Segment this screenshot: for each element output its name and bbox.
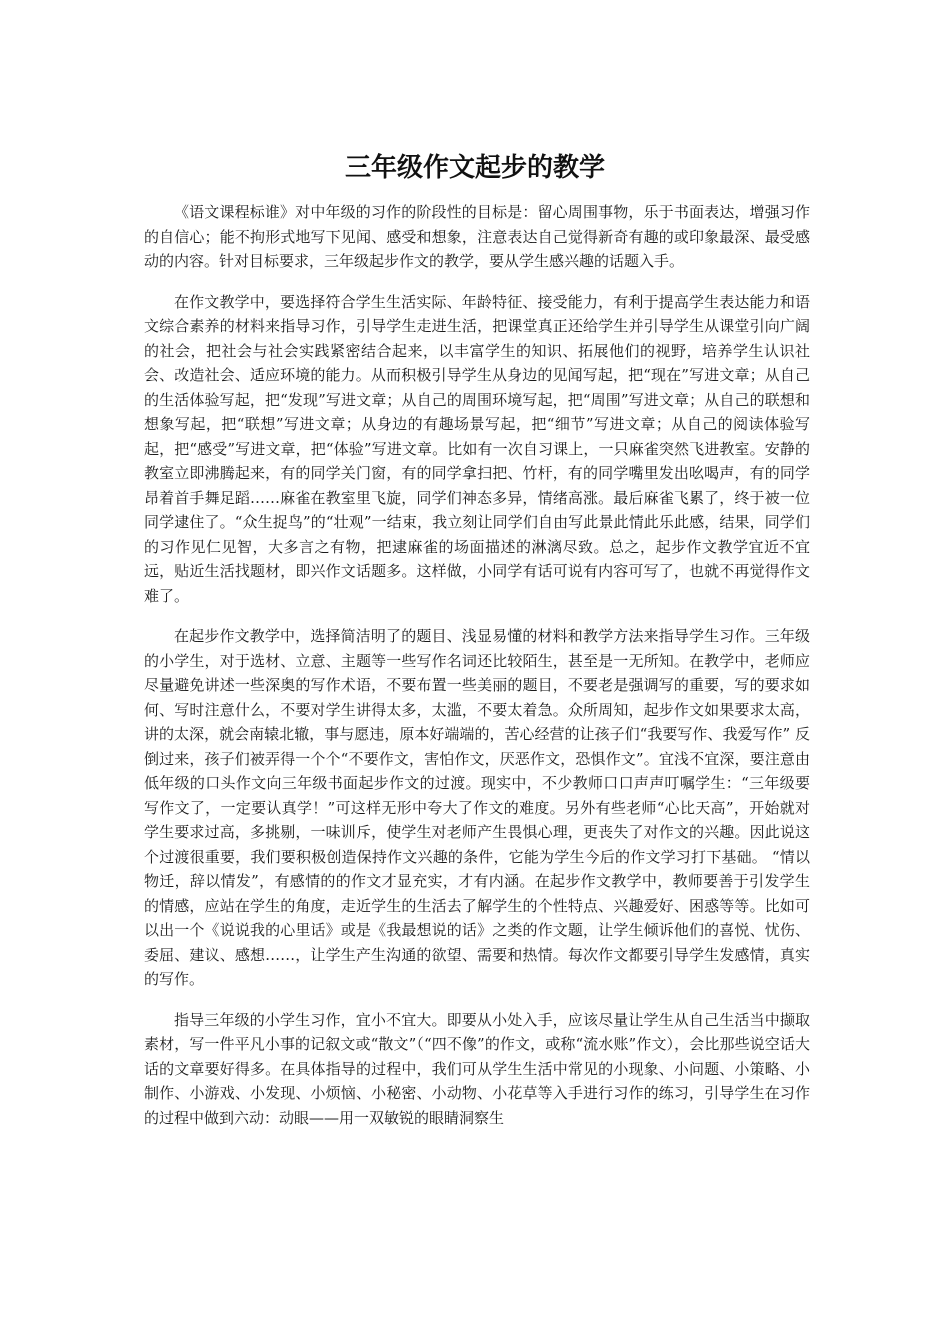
- document-body: [144, 200, 810, 1146]
- paragraph-1: 《语文课程标谁》对中年级的习作的阶段性的目标是：留心周围事物，乐于书面表达，增强习作的自信心；能不拘形式地写下见闻、感受和想象，注意表达自己觉得新奇有趣的或印象最深、最受感动的内容。针对目标要求，三年级起步作文的教学，要从学生感兴趣的话题入手。: [144, 203, 810, 270]
- paragraph-4: 指导三年级的小学生习作，宜小不宜大。即要从小处入手，应该尽量让学生从自己生活当中撷取素材，写一件平凡小事的记叙文或“散文”（“四不像”的作文，或称“流水账”作文），会比那些说空话大话的文章要好得多。在具体指导的过程中，我们可从学生生活中常见的小现象、小问题、小策略、小制作、小游戏、小发现、小烦恼、小秘密、小动物、小花草等入手进行习作的练习，引导学生在习作的过程中做到六动：动眼——用一双敏锐的眼睛洞察生: [144, 1010, 810, 1127]
- paragraph-3: 在起步作文教学中，选择简洁明了的题目、浅显易懂的材料和教学方法来指导学生习作。三年级的小学生，对于选材、立意、主题等一些写作名词还比较陌生，甚至是一无所知。在教学中，老师应尽量避免讲述一些深奥的写作术语，不要布置一些美丽的题目，不要老是强调写的重要，写的要求如何、写时注意什么，不要对学生讲得太多，太滥，不要太着急。众所周知，起步作文如果要求太高，讲的太深，就会南辕北辙，事与愿违，原本好端端的，苦心经营的让孩子们“我要写作、我爱写作” 反倒过来，孩子们被弄得一个个“不要作文，害怕作文，厌恶作文，恐惧作文”。宜浅不宜深，要注意由低年级的口头作文向三年级书面起步作文的过渡。现实中，不少教师口口声声叮嘱学生：“三年级要写作文了，一定要认真学！”可这样无形中夸大了作文的难度。另外有些老师“心比天高”，开始就对学生要求过高，多挑剔，一味训斥，使学生对老师产生畏惧心理，更丧失了对作文的兴趣。因此说这个过渡很重要，我们要积极创造保持作文兴趣的条件，它能为学生今后的作文学习打下基础。 “情以物迁，辞以情发”，有感情的的作文才显充实，才有内涵。在起步作文教学中，教师要善于引发学生的情感，应站在学生的角度，走近学生的生活去了解学生的个性特点、兴趣爱好、困惑等等。比如可以出一个《说说我的心里话》或是《我最想说的话》之类的作文题，让学生倾诉他们的喜悦、忧伤、委屈、建议、感想……，让学生产生沟通的欲望、需要和热情。每次作文都要引导学生发感情，真实的写作。: [144, 627, 810, 988]
- document-title: 三年级作文起步的教学: [344, 153, 605, 183]
- paragraph-2: 在作文教学中，要选择符合学生生活实际、年龄特征、接受能力，有利于提高学生表达能力和语文综合素养的材料来指导习作，引导学生走进生活，把课堂真正还给学生并引导学生从课堂引向广阔的社会，把社会与社会实践紧密结合起来，以丰富学生的知识、拓展他们的视野，培养学生认识社会、改造社会、适应环境的能力。从而积极引导学生从身边的见闻写起，把“现在”写进文章；从自己的生活体验写起，把“发现”写进文章；从自己的周围环境写起，把“周围”写进文章；从自己的联想和想象写起，把“联想”写进文章；从身边的有趣场景写起，把“细节”写进文章；从自己的阅读体验写起，把“感受”写进文章，把“体验”写进文章。比如有一次自习课上，一只麻雀突然飞进教室。安静的教室立即沸腾起来，有的同学关门窗，有的同学拿扫把、竹杆，有的同学嘴里发出吆喝声，有的同学昂着首手舞足蹈……麻雀在教室里飞旋，同学们神态多异，情绪高涨。最后麻雀飞累了，终于被一位同学逮住了。“众生捉鸟”的“壮观”一结束，我立刻让同学们自由写此景此情此乐此感，结果，同学们的习作见仁见智，大多言之有物，把逮麻雀的场面描述的淋漓尽致。总之，起步作文教学宜近不宜远，贴近生活找题材，即兴作文话题多。这样做，小同学有话可说有内容可写了，也就不再觉得作文难了。: [144, 292, 810, 605]
